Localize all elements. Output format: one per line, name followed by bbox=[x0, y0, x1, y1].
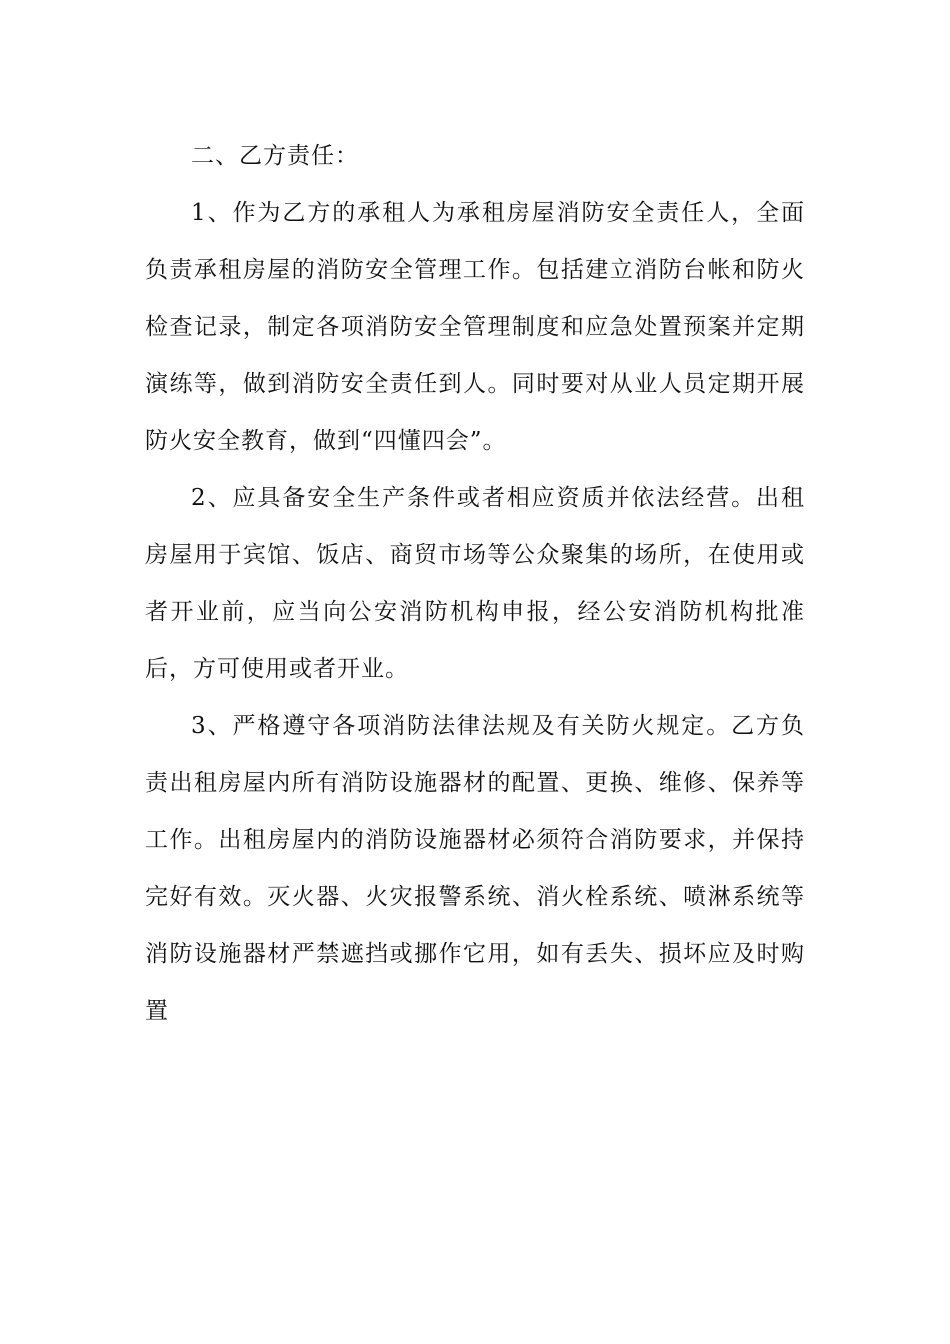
paragraph-2: 2、应具备安全生产条件或者相应资质并依法经营。出租房屋用于宾馆、饭店、商贸市场等公众聚集的场所，在使用或者开业前，应当向公安消防机构申报，经公安消防机构批准后，方可使用或者开业。 bbox=[145, 485, 805, 682]
section-heading: 二、乙方责任： bbox=[191, 143, 359, 169]
paragraph-1: 1、作为乙方的承租人为承租房屋消防安全责任人，全面负责承租房屋的消防安全管理工作。包括建立消防台帐和防火检查记录，制定各项消防安全管理制度和应急处置预案并定期演练等，做到消防安全责任到人。同时要对从业人员定期开展防火安全教育，做到“四懂四会”。 bbox=[145, 200, 805, 454]
document-body bbox=[145, 128, 805, 1040]
paragraph-3: 3、严格遵守各项消防法律法规及有关防火规定。乙方负责出租房屋内所有消防设施器材的配置、更换、维修、保养等工作。出租房屋内的消防设施器材必须符合消防要求，并保持完好有效。灭火器、火灾报警系统、消火栓系统、喷淋系统等消防设施器材严禁遮挡或挪作它用，如有丢失、损坏应及时购置 bbox=[145, 713, 805, 1024]
